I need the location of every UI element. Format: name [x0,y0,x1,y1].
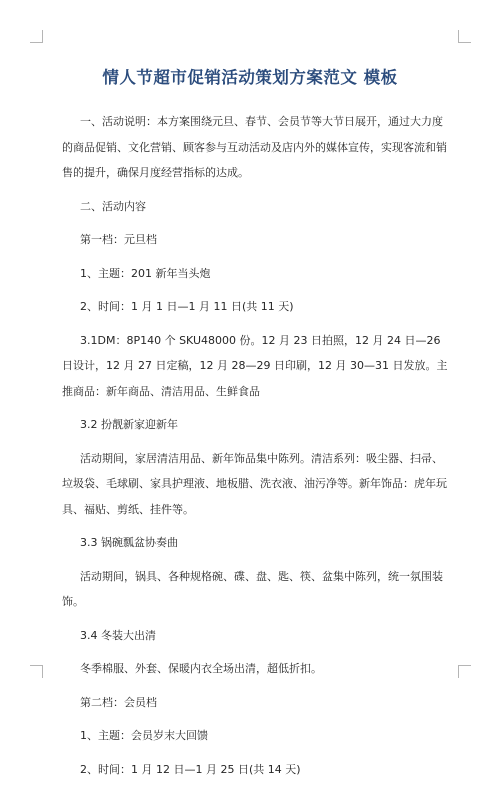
paragraph-member-theme: 1、主题：会员岁末大回馈 [80,729,208,742]
paragraph-theme: 1、主题：201 新年当头炮 [80,266,211,280]
heading-kitchenware: 3.3 锅碗瓢盆协奏曲 [80,536,178,549]
paragraph-winter-clearance: 冬季棉服、外套、保暖内衣全场出清，超低折扣。 [80,662,322,675]
heading-second-period: 第二档：会员档 [80,695,157,709]
heading-winter-clearance: 3.4 冬装大出清 [80,628,156,642]
crop-mark-bottom-left [30,665,43,678]
heading-first-period: 第一档：元旦档 [80,233,157,246]
paragraph-kitchenware: 活动期间，锅具、各种规格碗、碟、盘、匙、筷、盆集中陈列，统一氛围装饰。 [62,569,443,608]
document-body [62,109,452,790]
paragraph-member-time: 2、时间：1 月 12 日—1 月 25 日(共 14 天) [80,762,301,776]
crop-mark-top-left [30,30,43,43]
paragraph-new-home: 活动期间，家居清洁用品、新年饰品集中陈列。清洁系列：吸尘器、扫帚、垃圾袋、毛球刷、家具护理液、地板腊、洗衣液、油污净等。新年饰品：虎年玩具、福贴、剪纸、挂件等。 [62,451,447,516]
crop-mark-top-right [458,30,471,43]
paragraph-dm: 3.1DM：8P140 个 SKU48000 份。12 月 23 日拍照，12 月 24 日—26 日设计，12 月 27 日定稿，12 月 28—29 日印刷，12 月 30—31 日发放。主推商品：新年商品、清洁用品、生鲜食品 [62,333,448,398]
heading-activity-content: 二、活动内容 [80,199,146,213]
paragraph-intro: 一、活动说明：本方案围绕元旦、春节、会员节等大节日展开，通过大力度的商品促销、文化营销、顾客参与互动活动及店内外的媒体宣传，实现客流和销售的提升，确保月度经营指标的达成。 [62,115,447,179]
document-title: 情人节超市促销活动策划方案范文 模板 [102,68,398,87]
heading-new-home: 3.2 扮靓新家迎新年 [80,418,178,431]
paragraph-time: 2、时间：1 月 1 日—1 月 11 日(共 11 天) [80,300,294,313]
crop-mark-bottom-right [458,665,471,678]
